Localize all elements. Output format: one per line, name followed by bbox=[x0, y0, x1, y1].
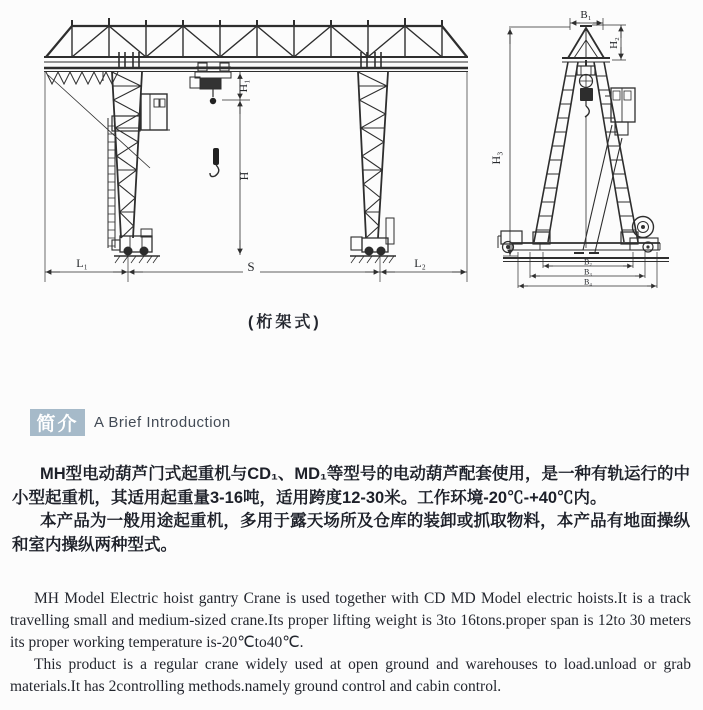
section-title: A Brief Introduction bbox=[94, 413, 231, 431]
right-bogie-side bbox=[630, 217, 658, 253]
left-bogie-front bbox=[112, 229, 160, 263]
dim-label-h1: H₁ bbox=[236, 79, 250, 93]
dim-label-h3: H₃ bbox=[489, 151, 503, 165]
intro-chinese bbox=[12, 463, 690, 557]
intro-paragraph-en-1: MH Model Electric hoist gantry Crane is used together with CD MD Model electric hoists.It is a track travelling small and medium-sized crane.Its proper lifting weight is 3to 16tons.proper span is 12to 30 meters its proper working temperature is-20℃to40℃. bbox=[10, 590, 691, 651]
dim-label-b2: B₂ bbox=[583, 257, 593, 267]
dim-label-h2: H₂ bbox=[608, 37, 620, 49]
dim-label-h: H bbox=[237, 171, 251, 181]
section-header bbox=[30, 408, 231, 436]
section-badge: 简介 bbox=[30, 409, 85, 436]
dim-label-b1: B₁ bbox=[580, 9, 592, 21]
intro-paragraph-cn-1: MH型电动葫芦门式起重机与CD₁、MD₁等型号的电动葫芦配套使用，是一种有轨运行的中小型起重机，其适用起重量3-16吨，适用跨度12-30米。工作环境-20℃-+40℃内。 bbox=[12, 465, 690, 507]
dim-label-b4: B₄ bbox=[583, 277, 593, 287]
crane-diagram bbox=[0, 0, 703, 305]
intro-paragraph-cn-2: 本产品为一般用途起重机，多用于露天场所及仓库的装卸或抓取物料，本产品有地面操纵和室内操纵两种型式。 bbox=[12, 512, 690, 554]
right-bogie-front bbox=[350, 218, 396, 263]
dim-label-s: S bbox=[247, 259, 255, 274]
dim-label-l1: L₁ bbox=[76, 256, 88, 270]
dim-label-b3: B₃ bbox=[583, 267, 593, 277]
electric-hoist-side bbox=[577, 60, 595, 117]
side-view-drawing bbox=[498, 18, 669, 288]
dim-label-l2: L₂ bbox=[414, 256, 426, 270]
front-view-drawing bbox=[44, 18, 468, 282]
hook-block bbox=[210, 148, 219, 177]
intro-paragraph-en-2: This product is a regular crane widely used at open ground and warehouses to load.unload or grab materials.It has 2controlling methods.namely ground control and cabin control. bbox=[10, 656, 691, 695]
operator-cabin-front bbox=[138, 94, 170, 130]
intro-english bbox=[10, 588, 691, 698]
diagram-caption: (桁架式) bbox=[248, 314, 322, 331]
